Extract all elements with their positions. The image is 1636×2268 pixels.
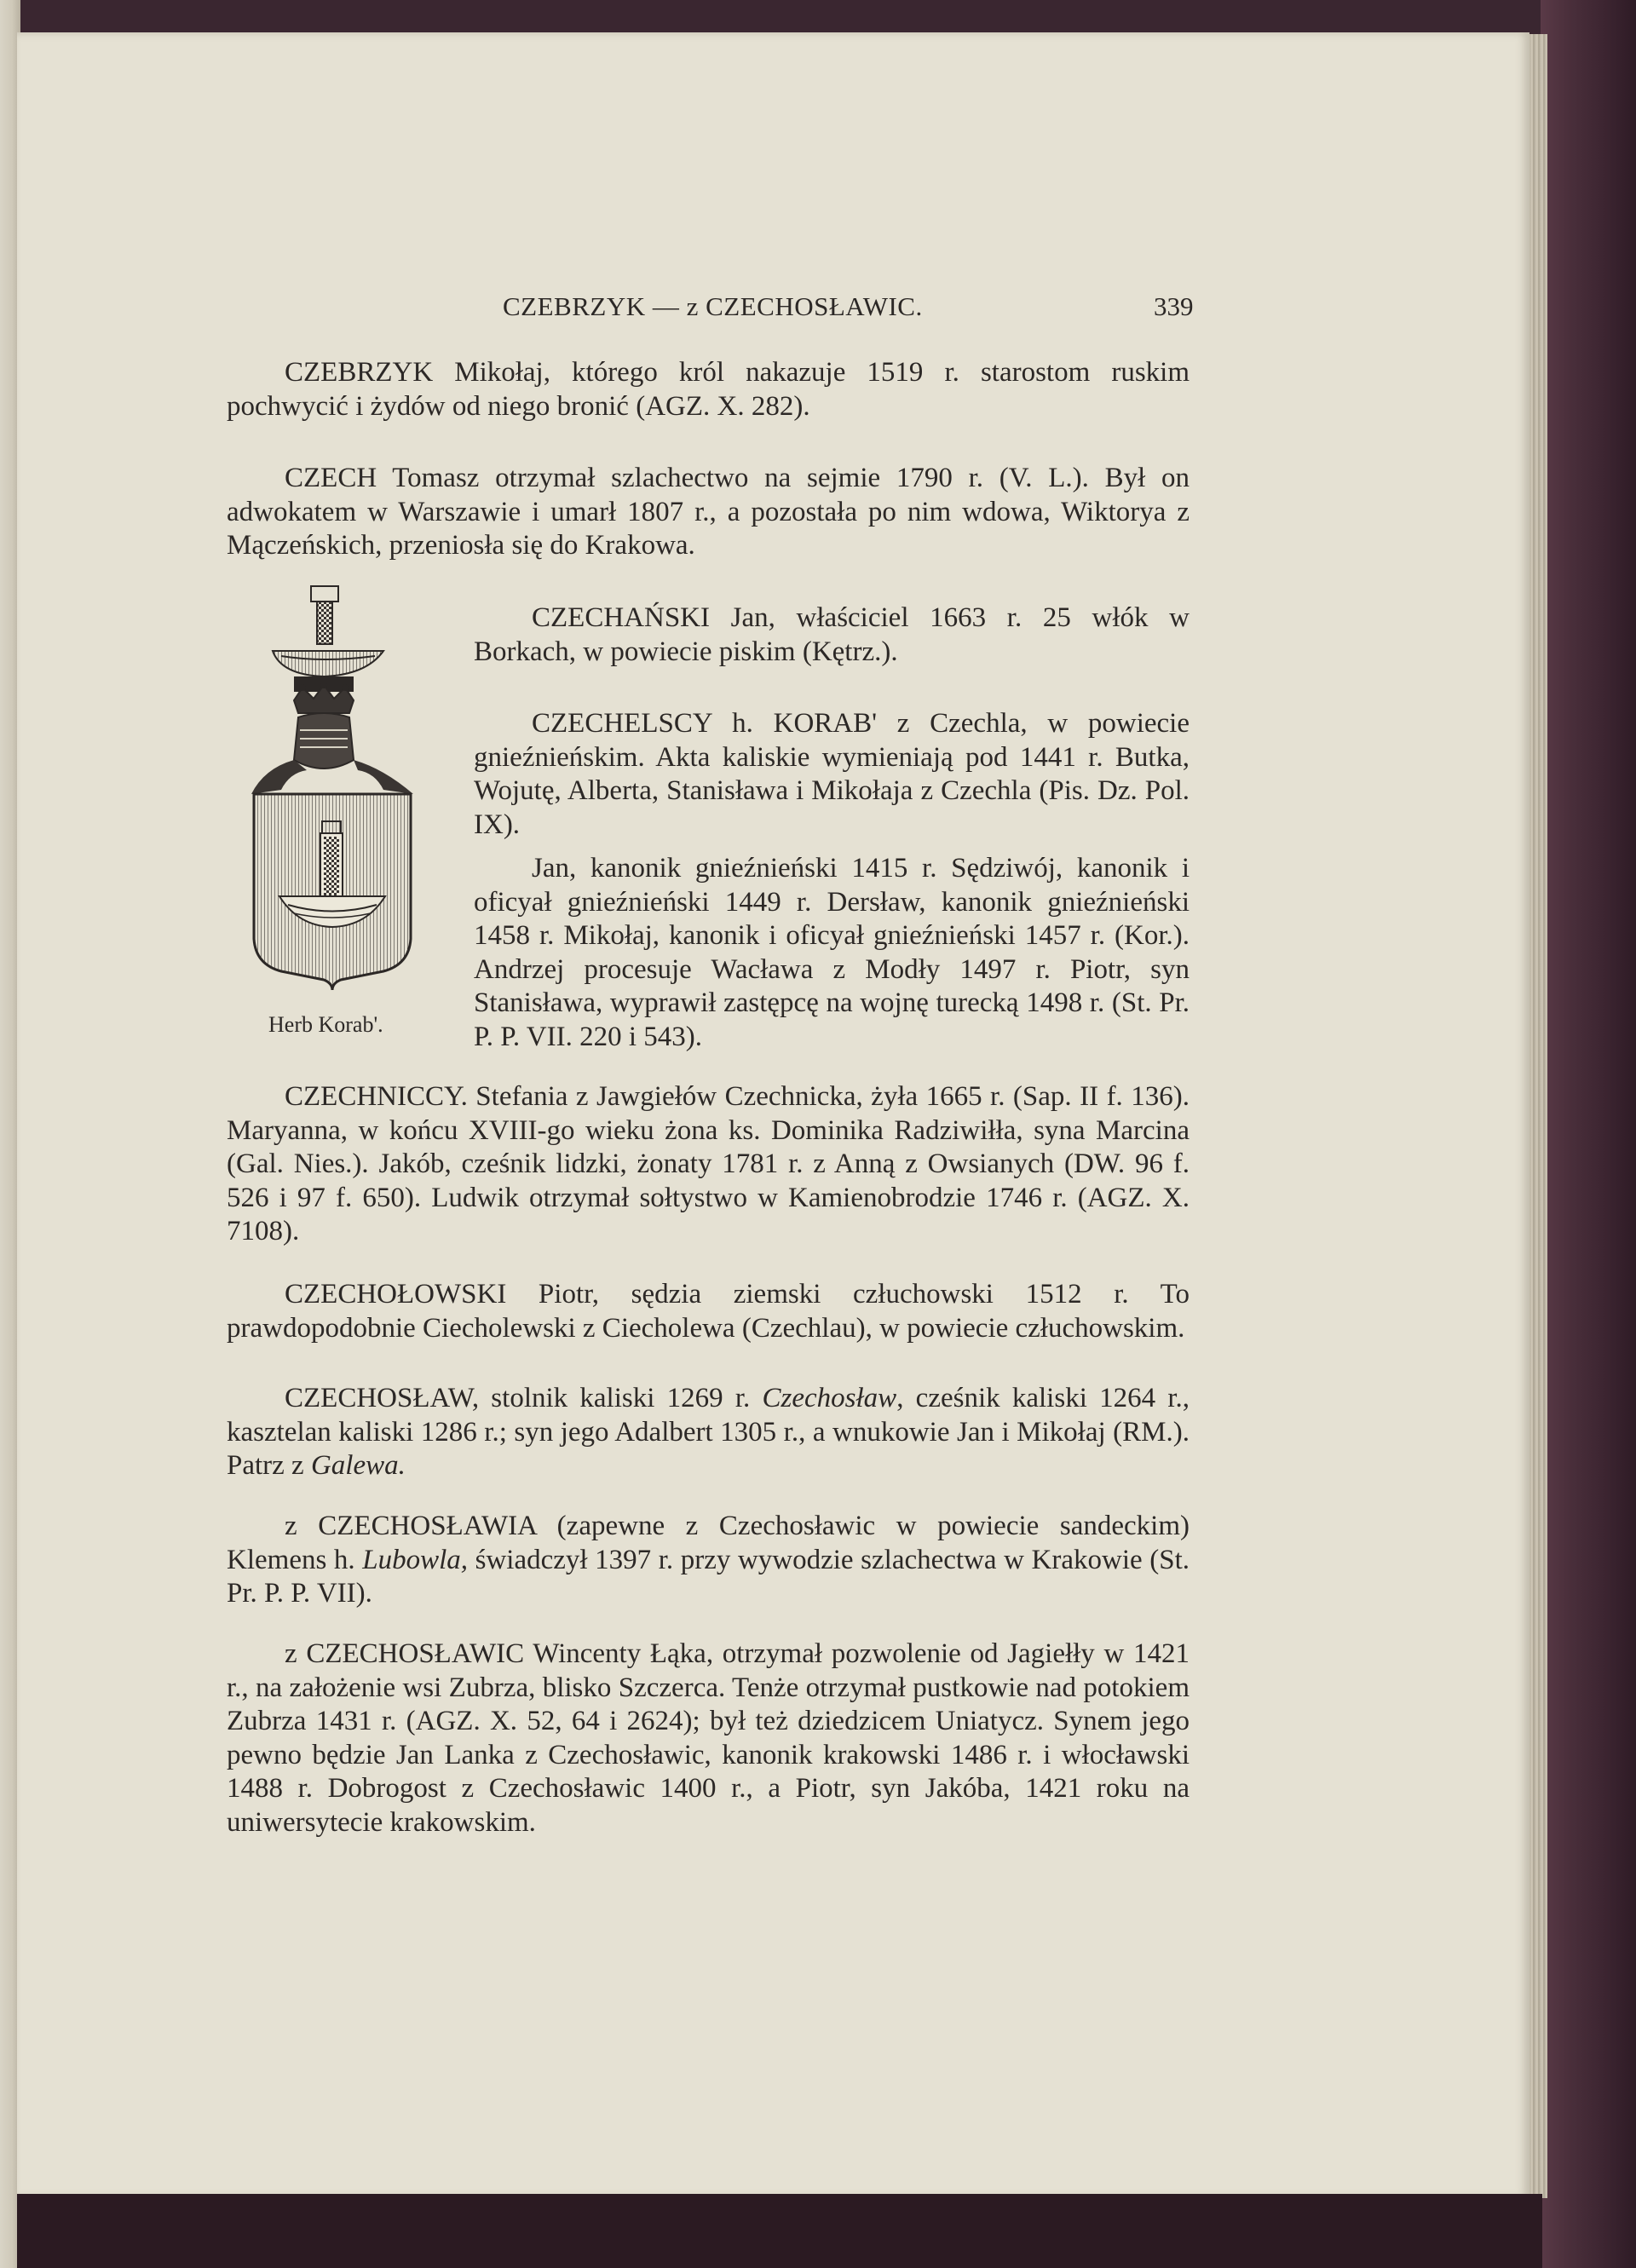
entry-czechoslaw-italic: Czechosław [762, 1383, 897, 1413]
entry-czechoslaw-text-a: CZECHOSŁAW, stolnik kaliski 1269 r. [285, 1383, 763, 1413]
book-binding-right [1541, 0, 1636, 2268]
entry-czechoslaw [227, 1382, 1190, 1483]
coat-of-arms-korab-icon [247, 581, 418, 999]
entry-czechniccy: CZECHNICCY. Stefania z Jawgiełów Czechnicka, żyła 1665 r. (Sap. II f. 136). Maryanna, w końcu XVIII-go wieku żona ks. Dominika Radziwiłła, syna Marcina (Gal. Nies.). Jakób, cześnik lidzki, żonaty 1781 r. z Anną z Owsianych (DW. 96 f. 526 i 97 f. 650). Ludwik otrzymał sołtystwo w Kamienobrodzie 1746 r. (AGZ. X. 7108). [227, 1081, 1190, 1246]
page-number: 339 [1154, 291, 1194, 321]
running-head: CZEBRZYK — z CZECHOSŁAWIC. [503, 291, 923, 321]
entry-czechoslawia-text-a: z CZECHOSŁAWIA (zapewne z Czechosławic w powiecie sandeckim) Klemens h. [227, 1511, 1190, 1575]
entry-czechoslawia-text-b: świadczył 1397 r. przy wywodzie szlachectwa w Krakowie (St. Pr. P. P. VII). [227, 1544, 1190, 1609]
entry-czechelscy-1: CZECHELSCY h. KORAB' z Czechla, w powiecie gnieźnieńskim. Akta kaliskie wymieniają pod 1441 r. Butka, Wojutę, Alberta, Stanisława i Mikołaja z Czechla (Pis. Dz. Pol. IX). [474, 708, 1190, 840]
entry-czech: CZECH Tomasz otrzymał szlachectwo na sejmie 1790 r. (V. L.). Był on adwokatem w Warszawie i umarł 1807 r., a pozostała po nim wdowa, Wiktorya z Mączeńskich, przeniosła się do Krakowa. [227, 463, 1190, 561]
entry-czecholowski: CZECHOŁOWSKI Piotr, sędzia ziemski człuchowski 1512 r. To prawdopodobnie Ciecholewski z Ciecholewa (Czechlau), w powiecie człuchowskim. [227, 1279, 1190, 1344]
entry-czechoslaw-italic-2: Galewa. [310, 1450, 406, 1481]
figure-caption: Herb Korab'. [268, 1012, 383, 1037]
entry-czechanski: CZECHAŃSKI Jan, właściciel 1663 r. 25 włók w Borkach, w powiecie piskim (Kętrz.). [474, 602, 1190, 667]
entry-czebrzyk: CZEBRZYK Mikołaj, którego król nakazuje 1519 r. starostom ruskim pochwycić i żydów od niego bronić (AGZ. X. 282). [227, 357, 1190, 422]
entry-czechoslawic: z CZECHOSŁAWIC Wincenty Łąka, otrzymał pozwolenie od Jagiełły w 1421 r., na założenie wsi Zubrza, blisko Szczerca. Tenże otrzymał pustkowie nad potokiem Zubrza 1431 r. (AGZ. X. 52, 64 i 2624); był też dziedzicem Uniatycz. Synem jego pewno będzie Jan Lanka z Czechosławic, kanonik krakowski 1486 r. i włocławski 1488 r. Dobrogost z Czechosławic 1400 r., a Piotr, syn Jakóba, 1421 roku na uniwersytecie krakowskim. [227, 1638, 1190, 1838]
entry-czechoslaw-text-b: , cześnik kaliski 1264 r., kasztelan kaliski 1286 r.; syn jego Adalbert 1305 r., a wnukowie Jan i Mikołaj (RM.). Patrz z [227, 1383, 1190, 1481]
entry-czechoslawia [227, 1510, 1190, 1611]
page-bottom-shadow [17, 2194, 1542, 2268]
entry-czechelscy-2: Jan, kanonik gnieźnieński 1415 r. Sędziwój, kanonik i oficyał gnieźnieński 1449 r. Dersław, kanonik gnieźnieński 1458 r. Mikołaj, kanonik i oficyał gnieźnieński 1457 r. (Kor.). Andrzej procesuje Wacława z Modły 1497 r. Piotr, syn Stanisława, wyprawił zastępcę na wojnę turecką 1498 r. (St. Pr. P. P. VII. 220 i 543). [474, 853, 1190, 1052]
entry-czechoslawia-italic: Lubowla, [362, 1544, 469, 1575]
